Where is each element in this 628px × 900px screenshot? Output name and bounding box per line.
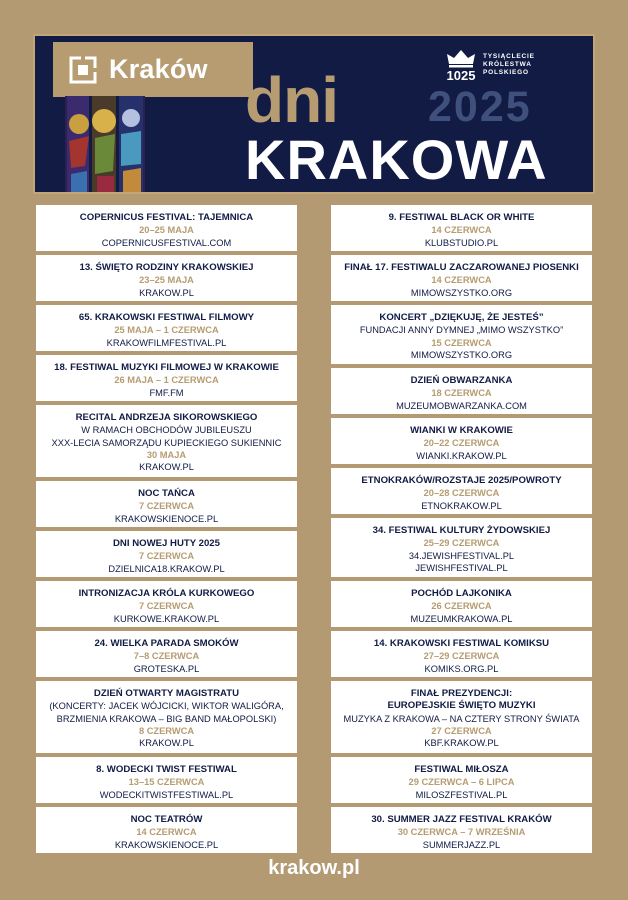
event-date: 14 CZERWCA <box>431 275 492 286</box>
event-subtitle: FUNDACJI ANNY DYMNEJ „MIMO WSZYSTKO” <box>359 325 564 336</box>
event-date: 7 CZERWCA <box>138 551 195 562</box>
event-title: WIANKI W KRAKOWIE <box>410 425 513 436</box>
event-title: 30. SUMMER JAZZ FESTIVAL KRAKÓW <box>371 814 552 825</box>
event-card <box>36 757 297 803</box>
event-title: 24. WIELKA PARADA SMOKÓW <box>94 638 239 649</box>
event-url[interactable]: KURKOWE.KRAKOW.PL <box>113 613 220 624</box>
event-url[interactable]: MUZEUMOBWARZANKA.COM <box>396 400 527 411</box>
event-card <box>331 368 592 414</box>
event-title: 65. KRAKOWSKI FESTIWAL FILMOWY <box>78 312 255 323</box>
logo-text: Kraków <box>109 54 208 84</box>
event-subtitle: (KONCERTY: JACEK WÓJCICKI, WIKTOR WALIGÓRA, <box>49 701 284 712</box>
event-title: 9. FESTIWAL BLACK OR WHITE <box>388 212 535 223</box>
title-year: 2025 <box>428 83 532 131</box>
event-title: FESTIWAL MIŁOSZA <box>414 764 509 775</box>
event-url[interactable]: KRAKOWSKIENOCE.PL <box>114 513 219 524</box>
event-card <box>36 531 297 577</box>
event-title: 14. KRAKOWSKI FESTIWAL KOMIKSU <box>373 638 550 649</box>
event-title: ETNOKRAKÓW/ROZSTAJE 2025/POWROTY <box>361 475 562 486</box>
event-date: 25 MAJA – 1 CZERWCA <box>114 325 219 336</box>
event-subtitle: BRZMIENIA KRAKOWA – BIG BAND MAŁOPOLSKI) <box>56 713 277 724</box>
event-title: 13. ŚWIĘTO RODZINY KRAKOWSKIEJ <box>79 262 254 273</box>
event-card <box>331 807 592 853</box>
event-date: 14 CZERWCA <box>136 827 197 838</box>
event-url[interactable]: MUZEUMKRAKOWA.PL <box>410 613 513 624</box>
event-date: 30 CZERWCA – 7 WRZEŚNIA <box>397 827 526 838</box>
event-card <box>331 631 592 677</box>
footer-url[interactable]: krakow.pl <box>268 857 360 879</box>
event-date: 18 CZERWCA <box>431 388 492 399</box>
event-title: DZIEŃ OBWARZANKA <box>410 375 513 386</box>
event-card <box>36 355 297 401</box>
event-card <box>331 468 592 514</box>
event-url[interactable]: DZIELNICA18.KRAKOW.PL <box>108 563 225 574</box>
event-title: COPERNICUS FESTIVAL: TAJEMNICA <box>79 212 254 223</box>
event-title: INTRONIZACJA KRÓLA KURKOWEGO <box>78 588 255 599</box>
event-date: 27 CZERWCA <box>431 725 492 736</box>
event-url[interactable]: COPERNICUSFESTIVAL.COM <box>101 237 232 248</box>
event-url[interactable]: KRAKOW.PL <box>139 738 194 749</box>
event-card <box>36 681 297 753</box>
event-card <box>36 405 297 477</box>
jubilee-year: 1025 <box>446 68 476 83</box>
jubilee-logo <box>445 48 535 82</box>
event-url[interactable]: ETNOKRAKOW.PL <box>421 500 502 511</box>
jubilee-line-1: TYSIĄCLECIE <box>483 53 535 60</box>
stained-glass-art-icon <box>65 96 145 193</box>
event-url[interactable]: MILOSZFESTIVAL.PL <box>415 789 508 800</box>
event-date: 8 CZERWCA <box>138 725 195 736</box>
event-subtitle: MUZYKA Z KRAKOWA – NA CZTERY STRONY ŚWIATA <box>343 713 580 724</box>
jubilee-line-3: POLSKIEGO <box>483 69 529 76</box>
event-card <box>36 581 297 627</box>
event-date: 25–29 CZERWCA <box>423 538 500 549</box>
event-card <box>331 205 592 251</box>
event-title: NOC TAŃCA <box>138 488 195 499</box>
event-url[interactable]: KRAKOWFILMFESTIVAL.PL <box>106 337 227 348</box>
event-url[interactable]: WODECKITWISTFESTIWAL.PL <box>99 789 234 800</box>
event-date: 7–8 CZERWCA <box>133 651 200 662</box>
event-date: 7 CZERWCA <box>138 601 195 612</box>
event-date: 13–15 CZERWCA <box>128 777 205 788</box>
event-url[interactable]: MIMOWSZYSTKO.ORG <box>410 287 513 298</box>
event-card <box>36 631 297 677</box>
event-url[interactable]: KRAKOWSKIENOCE.PL <box>114 839 219 850</box>
event-card <box>36 807 297 853</box>
event-subtitle: XXX-LECIA SAMORZĄDU KUPIECKIEGO SUKIENNIC <box>51 437 282 448</box>
event-title: RECITAL ANDRZEJA SIKOROWSKIEGO <box>75 412 258 423</box>
event-title: EUROPEJSKIE ŚWIĘTO MUZYKI <box>387 700 536 712</box>
krakow-logo-icon <box>69 56 97 84</box>
title-krakowa: KRAKOWA <box>245 128 548 191</box>
event-url[interactable]: 34.JEWISHFESTIVAL.PL <box>408 550 515 561</box>
event-url[interactable]: SUMMERJAZZ.PL <box>422 839 501 850</box>
event-card <box>331 305 592 364</box>
event-url[interactable]: JEWISHFESTIVAL.PL <box>415 562 508 573</box>
event-title: KONCERT „DZIĘKUJĘ, ŻE JESTEŚ” <box>379 312 544 323</box>
event-date: 26 CZERWCA <box>431 601 492 612</box>
event-date: 23–25 MAJA <box>139 275 194 286</box>
event-date: 14 CZERWCA <box>431 225 492 236</box>
event-card <box>36 305 297 351</box>
event-url[interactable]: KRAKOW.PL <box>139 462 194 473</box>
event-url[interactable]: MIMOWSZYSTKO.ORG <box>410 349 513 360</box>
event-title: NOC TEATRÓW <box>130 814 203 825</box>
event-date: 26 MAJA – 1 CZERWCA <box>114 375 219 386</box>
events-column-left <box>36 205 297 853</box>
event-subtitle: W RAMACH OBCHODÓW JUBILEUSZU <box>81 425 252 436</box>
event-date: 7 CZERWCA <box>138 501 195 512</box>
poster-header <box>33 34 595 194</box>
event-date: 15 CZERWCA <box>431 337 492 348</box>
event-date: 20–28 CZERWCA <box>423 488 500 499</box>
event-title: 18. FESTIWAL MUZYKI FILMOWEJ W KRAKOWIE <box>54 362 279 373</box>
event-card <box>331 681 592 753</box>
event-url[interactable]: FMF.FM <box>149 387 184 398</box>
event-url[interactable]: GROTESKA.PL <box>133 663 200 674</box>
jubilee-line-2: KRÓLESTWA <box>483 61 532 68</box>
event-title: 8. WODECKI TWIST FESTIWAL <box>96 764 237 775</box>
event-date: 30 MAJA <box>146 449 187 460</box>
event-url[interactable]: KOMIKS.ORG.PL <box>424 663 499 674</box>
event-date: 29 CZERWCA – 6 LIPCA <box>408 777 515 788</box>
event-url[interactable]: KBF.KRAKOW.PL <box>424 738 499 749</box>
event-title: POCHÓD LAJKONIKA <box>411 588 512 599</box>
crown-icon <box>445 48 477 68</box>
event-title: DNI NOWEJ HUTY 2025 <box>113 538 220 549</box>
event-url[interactable]: KLUBSTUDIO.PL <box>424 237 499 248</box>
event-card <box>331 255 592 301</box>
event-title: FINAŁ PREZYDENCJI: <box>410 688 513 699</box>
event-url[interactable]: WIANKI.KRAKOW.PL <box>416 450 507 461</box>
event-title: DZIEŃ OTWARTY MAGISTRATU <box>93 688 240 699</box>
krakow-logo[interactable] <box>53 42 253 97</box>
event-date: 20–22 CZERWCA <box>423 438 500 449</box>
event-url[interactable]: KRAKOW.PL <box>139 287 194 298</box>
event-card <box>36 481 297 527</box>
event-card <box>331 418 592 464</box>
title-dni: dni <box>245 64 338 136</box>
event-date: 27–29 CZERWCA <box>423 651 500 662</box>
event-title: FINAŁ 17. FESTIWALU ZACZAROWANEJ PIOSENKI <box>344 262 579 273</box>
event-date: 20–25 MAJA <box>139 225 194 236</box>
event-card <box>36 205 297 251</box>
event-card <box>36 255 297 301</box>
events-column-right <box>331 205 592 853</box>
event-title: 34. FESTIWAL KULTURY ŻYDOWSKIEJ <box>372 525 551 536</box>
event-card <box>331 518 592 577</box>
event-card <box>331 757 592 803</box>
event-card <box>331 581 592 627</box>
